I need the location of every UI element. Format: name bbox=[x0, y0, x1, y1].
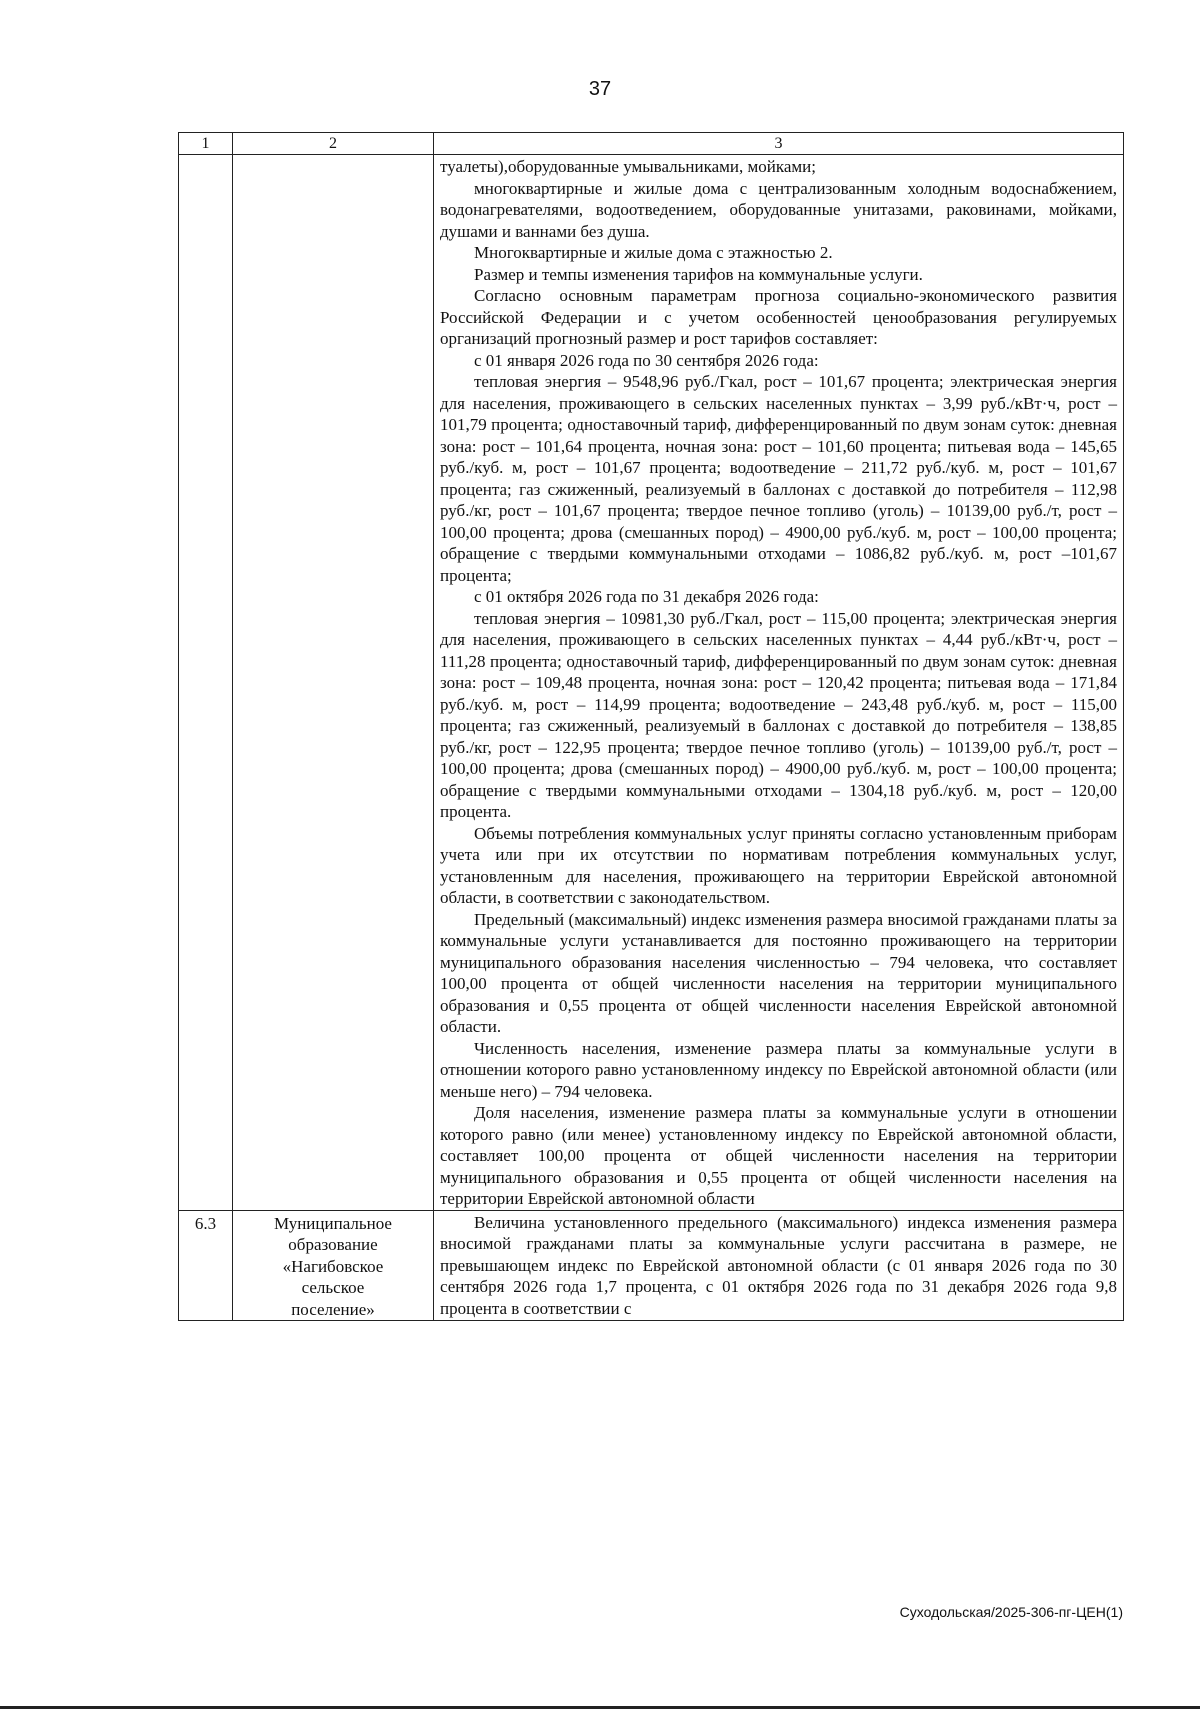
description-cell bbox=[434, 1210, 1124, 1321]
table-row bbox=[179, 1210, 1124, 1321]
name-line: поселение» bbox=[291, 1299, 375, 1319]
scan-edge-line bbox=[0, 1706, 1200, 1709]
tariff-table bbox=[178, 132, 1124, 1321]
paragraph: Величина установленного предельного (максимального) индекса изменения размера вносимой гражданами платы за коммунальные услуги рассчитана в размере, не превышающем индекс по Еврейской автономной области (с 01 января 2026 года по 30 сентября 2026 года 1,7 процента, с 01 октября 2026 года по 31 декабря 2026 года 9,8 процента в соответствии с bbox=[440, 1212, 1117, 1318]
paragraph: тепловая энергия – 9548,96 руб./Гкал, рост – 101,67 процента; электрическая энергия для населения, проживающего в сельских населенных пунктах – 3,99 руб./кВт·ч, рост – 101,79 процента; одноставочный тариф, дифференцированный по двум зонам суток: дневная зона: рост – 101,64 процента, ночная зона: рост – 101,60 процента; питьевая вода – 145,65 руб./куб. м, рост – 101,67 процента; водоотведение – 211,72 руб./куб. м, рост – 101,67 процента; газ сжиженный, реализуемый в баллонах с доставкой до потребителя – 112,98 руб./кг, рост – 101,67 процента; твердое печное топливо (уголь) – 10139,00 руб./т, рост – 100,00 процента; дрова (смешанных пород) – 4900,00 руб./куб. м, рост – 100,00 процента; обращение с твердыми коммунальными отходами – 1086,82 руб./куб. м, рост –101,67 процента; bbox=[440, 372, 1117, 585]
paragraph: Размер и темпы изменения тарифов на коммунальные услуги. bbox=[474, 264, 923, 284]
name-line: Муниципальное bbox=[274, 1213, 392, 1233]
document-footer: Суходольская/2025-306-пг-ЦЕН(1) bbox=[899, 1604, 1123, 1620]
paragraph: Многоквартирные и жилые дома с этажностью 2. bbox=[474, 243, 833, 262]
name-line: образование bbox=[288, 1235, 378, 1254]
description-cell bbox=[434, 155, 1124, 1211]
paragraph: туалеты),оборудованные умывальниками, мойками; bbox=[440, 157, 817, 176]
paragraph: Доля населения, изменение размера платы за коммунальные услуги в отношении которого равно (или менее) установленному индексу по Еврейской автономной области, составляет 100,00 процента от общей численности населения на территории муниципального образования и 0,55 процента от общей численности населения на территории Еврейской автономной области bbox=[440, 1103, 1117, 1208]
header-col-3: 3 bbox=[434, 133, 1124, 155]
paragraph: Предельный (максимальный) индекс изменения размера вносимой гражданами платы за коммунальные услуги устанавливается для постоянно проживающего на территории муниципального образования населения численностью – 794 человека, что составляет 100,00 процента от общей численности населения на территории муниципального образования и 0,55 процента от общей численности населения Еврейской автономной области. bbox=[440, 909, 1117, 1036]
paragraph: с 01 января 2026 года по 30 сентября 2026 года: bbox=[474, 350, 819, 370]
paragraph: с 01 октября 2026 года по 31 декабря 2026 года: bbox=[474, 587, 819, 606]
paragraph: Объемы потребления коммунальных услуг приняты согласно установленным приборам учета или при их отсутствии по нормативам потребления коммунальных услуг, установленным для населения, проживающего на территории Еврейской автономной области, в соответствии с законодательством. bbox=[440, 823, 1117, 907]
municipality-name bbox=[233, 1210, 434, 1321]
row-number: 6.3 bbox=[179, 1210, 233, 1321]
page-number: 37 bbox=[588, 78, 612, 100]
paragraph: Численность населения, изменение размера платы за коммунальные услуги в отношении которого равно установленному индексу по Еврейской автономной области (или меньше него) – 794 человека. bbox=[440, 1038, 1117, 1101]
paragraph: многоквартирные и жилые дома с централизованным холодным водоснабжением, водонагревателями, водоотведением, оборудованные унитазами, раковинами, мойками, душами и ваннами без душа. bbox=[440, 178, 1117, 241]
paragraph: тепловая энергия – 10981,30 руб./Гкал, рост – 115,00 процента; электрическая энергия для населения, проживающего в сельских населенных пунктах – 4,44 руб./кВт·ч, рост – 111,28 процента; одноставочный тариф, дифференцированный по двум зонам суток: дневная зона: рост – 109,48 процента, ночная зона: рост – 120,42 процента; питьевая вода – 171,84 руб./куб. м, рост – 114,99 процента; водоотведение – 243,48 руб./куб. м, рост – 115,00 процента; газ сжиженный, реализуемый в баллонах с доставкой до потребителя – 138,85 руб./кг, рост – 122,95 процента; твердое печное топливо (уголь) – 10139,00 руб./т, рост – 100,00 процента; дрова (смешанных пород) – 4900,00 руб./куб. м, рост – 100,00 процента; обращение с твердыми коммунальными отходами – 1304,18 руб./куб. м, рост – 120,00 процента. bbox=[440, 608, 1117, 821]
row-number bbox=[179, 155, 233, 1211]
header-col-1: 1 bbox=[179, 133, 233, 155]
name-line: «Нагибовское bbox=[282, 1256, 384, 1276]
table-row bbox=[179, 155, 1124, 1211]
table-header-row bbox=[179, 133, 1124, 155]
name-line: сельское bbox=[301, 1278, 365, 1297]
header-col-2: 2 bbox=[233, 133, 434, 155]
municipality-name bbox=[233, 155, 434, 1211]
paragraph: Согласно основным параметрам прогноза социально-экономического развития Российской Федерации и с учетом особенностей ценообразования регулируемых организаций прогнозный размер и рост тарифов составляет: bbox=[440, 286, 1117, 348]
